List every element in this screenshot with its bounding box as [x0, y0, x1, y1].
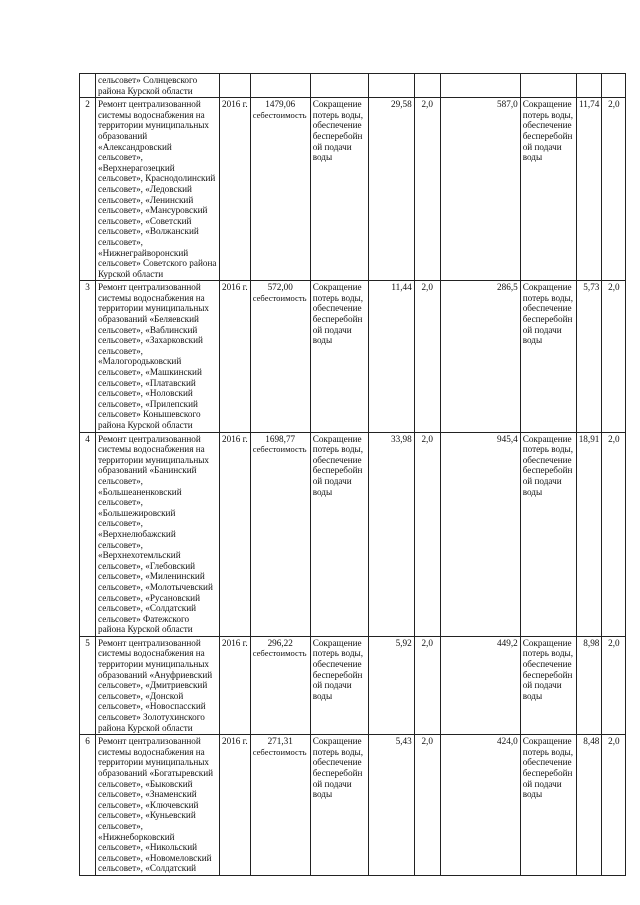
value-cell: 587,0 [440, 98, 520, 281]
cost-note: себестоимость [252, 292, 307, 303]
table-row [80, 98, 626, 281]
cost-note: себестоимость [252, 648, 307, 659]
cost-note: себестоимость [252, 746, 307, 757]
value-cell: 5,92 [368, 636, 414, 734]
effect-cell: Сокращение потерь воды, обеспечение бесперебойн ой подачи воды [310, 281, 368, 432]
value-cell: 2,0 [602, 432, 626, 636]
row-number: 6 [80, 735, 96, 876]
row-number [80, 74, 96, 98]
effect-cell: Сокращение потерь воды, обеспечение бесперебойн ой подачи воды [310, 636, 368, 734]
investment-program-table [79, 73, 626, 876]
cost-cell [250, 636, 310, 734]
year-cell: 2016 г. [220, 98, 251, 281]
value-cell: 424,0 [440, 735, 520, 876]
cost-value: 1479,06 [265, 99, 296, 110]
work-description: Ремонт централизованной системы водоснабжения на территории муниципальных образований «Богатыревский сельсовет», «Быковский сельсовет», «Знаменский сельсовет», «Ключевский сельсовет», «Куньевский сельсовет», «Нижнеборковский сельсовет», «Никольский сельсовет», «Новомеловский сельсовет», «Солдатский [96, 735, 220, 876]
year-cell: 2016 г. [220, 636, 251, 734]
value-cell: 945,4 [440, 432, 520, 636]
value-cell: 2,0 [414, 432, 440, 636]
value-cell: 5,73 [576, 281, 602, 432]
value-cell: 2,0 [414, 98, 440, 281]
value-cell [368, 74, 414, 98]
value-cell: 8,48 [576, 735, 602, 876]
value-cell: 2,0 [602, 98, 626, 281]
effect-cell: Сокращение потерь воды, обеспечение бесперебойн ой подачи воды [310, 98, 368, 281]
year-cell: 2016 г. [220, 281, 251, 432]
value-cell [602, 74, 626, 98]
cost-cell [250, 98, 310, 281]
cost-note: себестоимость [252, 109, 307, 120]
effect-cell: Сокращение потерь воды, обеспечение бесперебойн ой подачи воды [520, 636, 576, 734]
table-body [80, 74, 626, 876]
value-cell: 33,98 [368, 432, 414, 636]
effect-cell: Сокращение потерь воды, обеспечение бесперебойн ой подачи воды [310, 432, 368, 636]
value-cell: 2,0 [602, 636, 626, 734]
effect-cell [310, 74, 368, 98]
table-row [80, 281, 626, 432]
year-cell: 2016 г. [220, 735, 251, 876]
value-cell: 5,43 [368, 735, 414, 876]
value-cell: 18,91 [576, 432, 602, 636]
cost-value: 572,00 [267, 282, 293, 293]
value-cell: 2,0 [414, 735, 440, 876]
value-cell: 2,0 [602, 735, 626, 876]
cost-note: себестоимость [252, 444, 307, 455]
value-cell: 2,0 [414, 281, 440, 432]
cost-value: 271,31 [267, 736, 293, 747]
value-cell: 449,2 [440, 636, 520, 734]
effect-cell: Сокращение потерь воды, обеспечение бесперебойн ой подачи воды [520, 98, 576, 281]
work-description: Ремонт централизованной системы водоснабжения на территории муниципальных образований «Беляевский сельсовет», «Ваблинский сельсовет», «Захарковский сельсовет», «Малогородьковский сельсовет», «Машкинский сельсовет», «Платавский сельсовет», «Ноловский сельсовет», «Прилепский сельсовет» Конышевского района Курской области [96, 281, 220, 432]
year-cell: 2016 г. [220, 432, 251, 636]
cost-cell [250, 735, 310, 876]
table-row [80, 735, 626, 876]
effect-cell: Сокращение потерь воды, обеспечение бесперебойн ой подачи воды [520, 735, 576, 876]
value-cell: 2,0 [602, 281, 626, 432]
table-row [80, 74, 626, 98]
value-cell: 11,74 [576, 98, 602, 281]
row-number: 2 [80, 98, 96, 281]
row-number: 4 [80, 432, 96, 636]
value-cell: 11,44 [368, 281, 414, 432]
effect-cell: Сокращение потерь воды, обеспечение бесперебойн ой подачи воды [520, 281, 576, 432]
value-cell: 286,5 [440, 281, 520, 432]
value-cell [414, 74, 440, 98]
year-cell [220, 74, 251, 98]
effect-cell: Сокращение потерь воды, обеспечение бесперебойн ой подачи воды [310, 735, 368, 876]
table-row [80, 432, 626, 636]
cost-cell [250, 432, 310, 636]
row-number: 3 [80, 281, 96, 432]
value-cell: 8,98 [576, 636, 602, 734]
value-cell: 2,0 [414, 636, 440, 734]
work-description: сельсовет» Солнцевского района Курской области [96, 74, 220, 98]
effect-cell [520, 74, 576, 98]
table-row [80, 636, 626, 734]
value-cell [440, 74, 520, 98]
work-description: Ремонт централизованной системы водоснабжения на территории муниципальных образований «Ануфриевский сельсовет», «Дмитриевский сельсовет», «Донской сельсовет», «Новоспасский сельсовет» Золотухинского района Курской области [96, 636, 220, 734]
value-cell: 29,58 [368, 98, 414, 281]
cost-value: 1698,77 [265, 433, 296, 444]
row-number: 5 [80, 636, 96, 734]
cost-value: 296,22 [267, 637, 293, 648]
value-cell [576, 74, 602, 98]
cost-cell [250, 74, 310, 98]
work-description: Ремонт централизованной системы водоснабжения на территории муниципальных образований «Банинский сельсовет», «Большеаненковский сельсовет», «Большежировский сельсовет», «Верхнелюбажский сельсовет», «Верхнехотемльский сельсовет», «Глебовский сельсовет», «Миленинский сельсовет», «Молотычевский сельсовет», «Русановский сельсовет», «Солдатский сельсовет» Фатежского района Курской области [96, 432, 220, 636]
work-description: Ремонт централизованной системы водоснабжения на территории муниципальных образований «Александровский сельсовет», «Верхнерагозецкий сельсовет», Краснодолинский сельсовет», «Ледовский сельсовет», «Ленинский сельсовет», «Мансуровский сельсовет», «Советский сельсовет», «Волжанский сельсовет», «Нижнеграйворонский сельсовет» Советского района Курской области [96, 98, 220, 281]
effect-cell: Сокращение потерь воды, обеспечение бесперебойн ой подачи воды [520, 432, 576, 636]
cost-cell [250, 281, 310, 432]
